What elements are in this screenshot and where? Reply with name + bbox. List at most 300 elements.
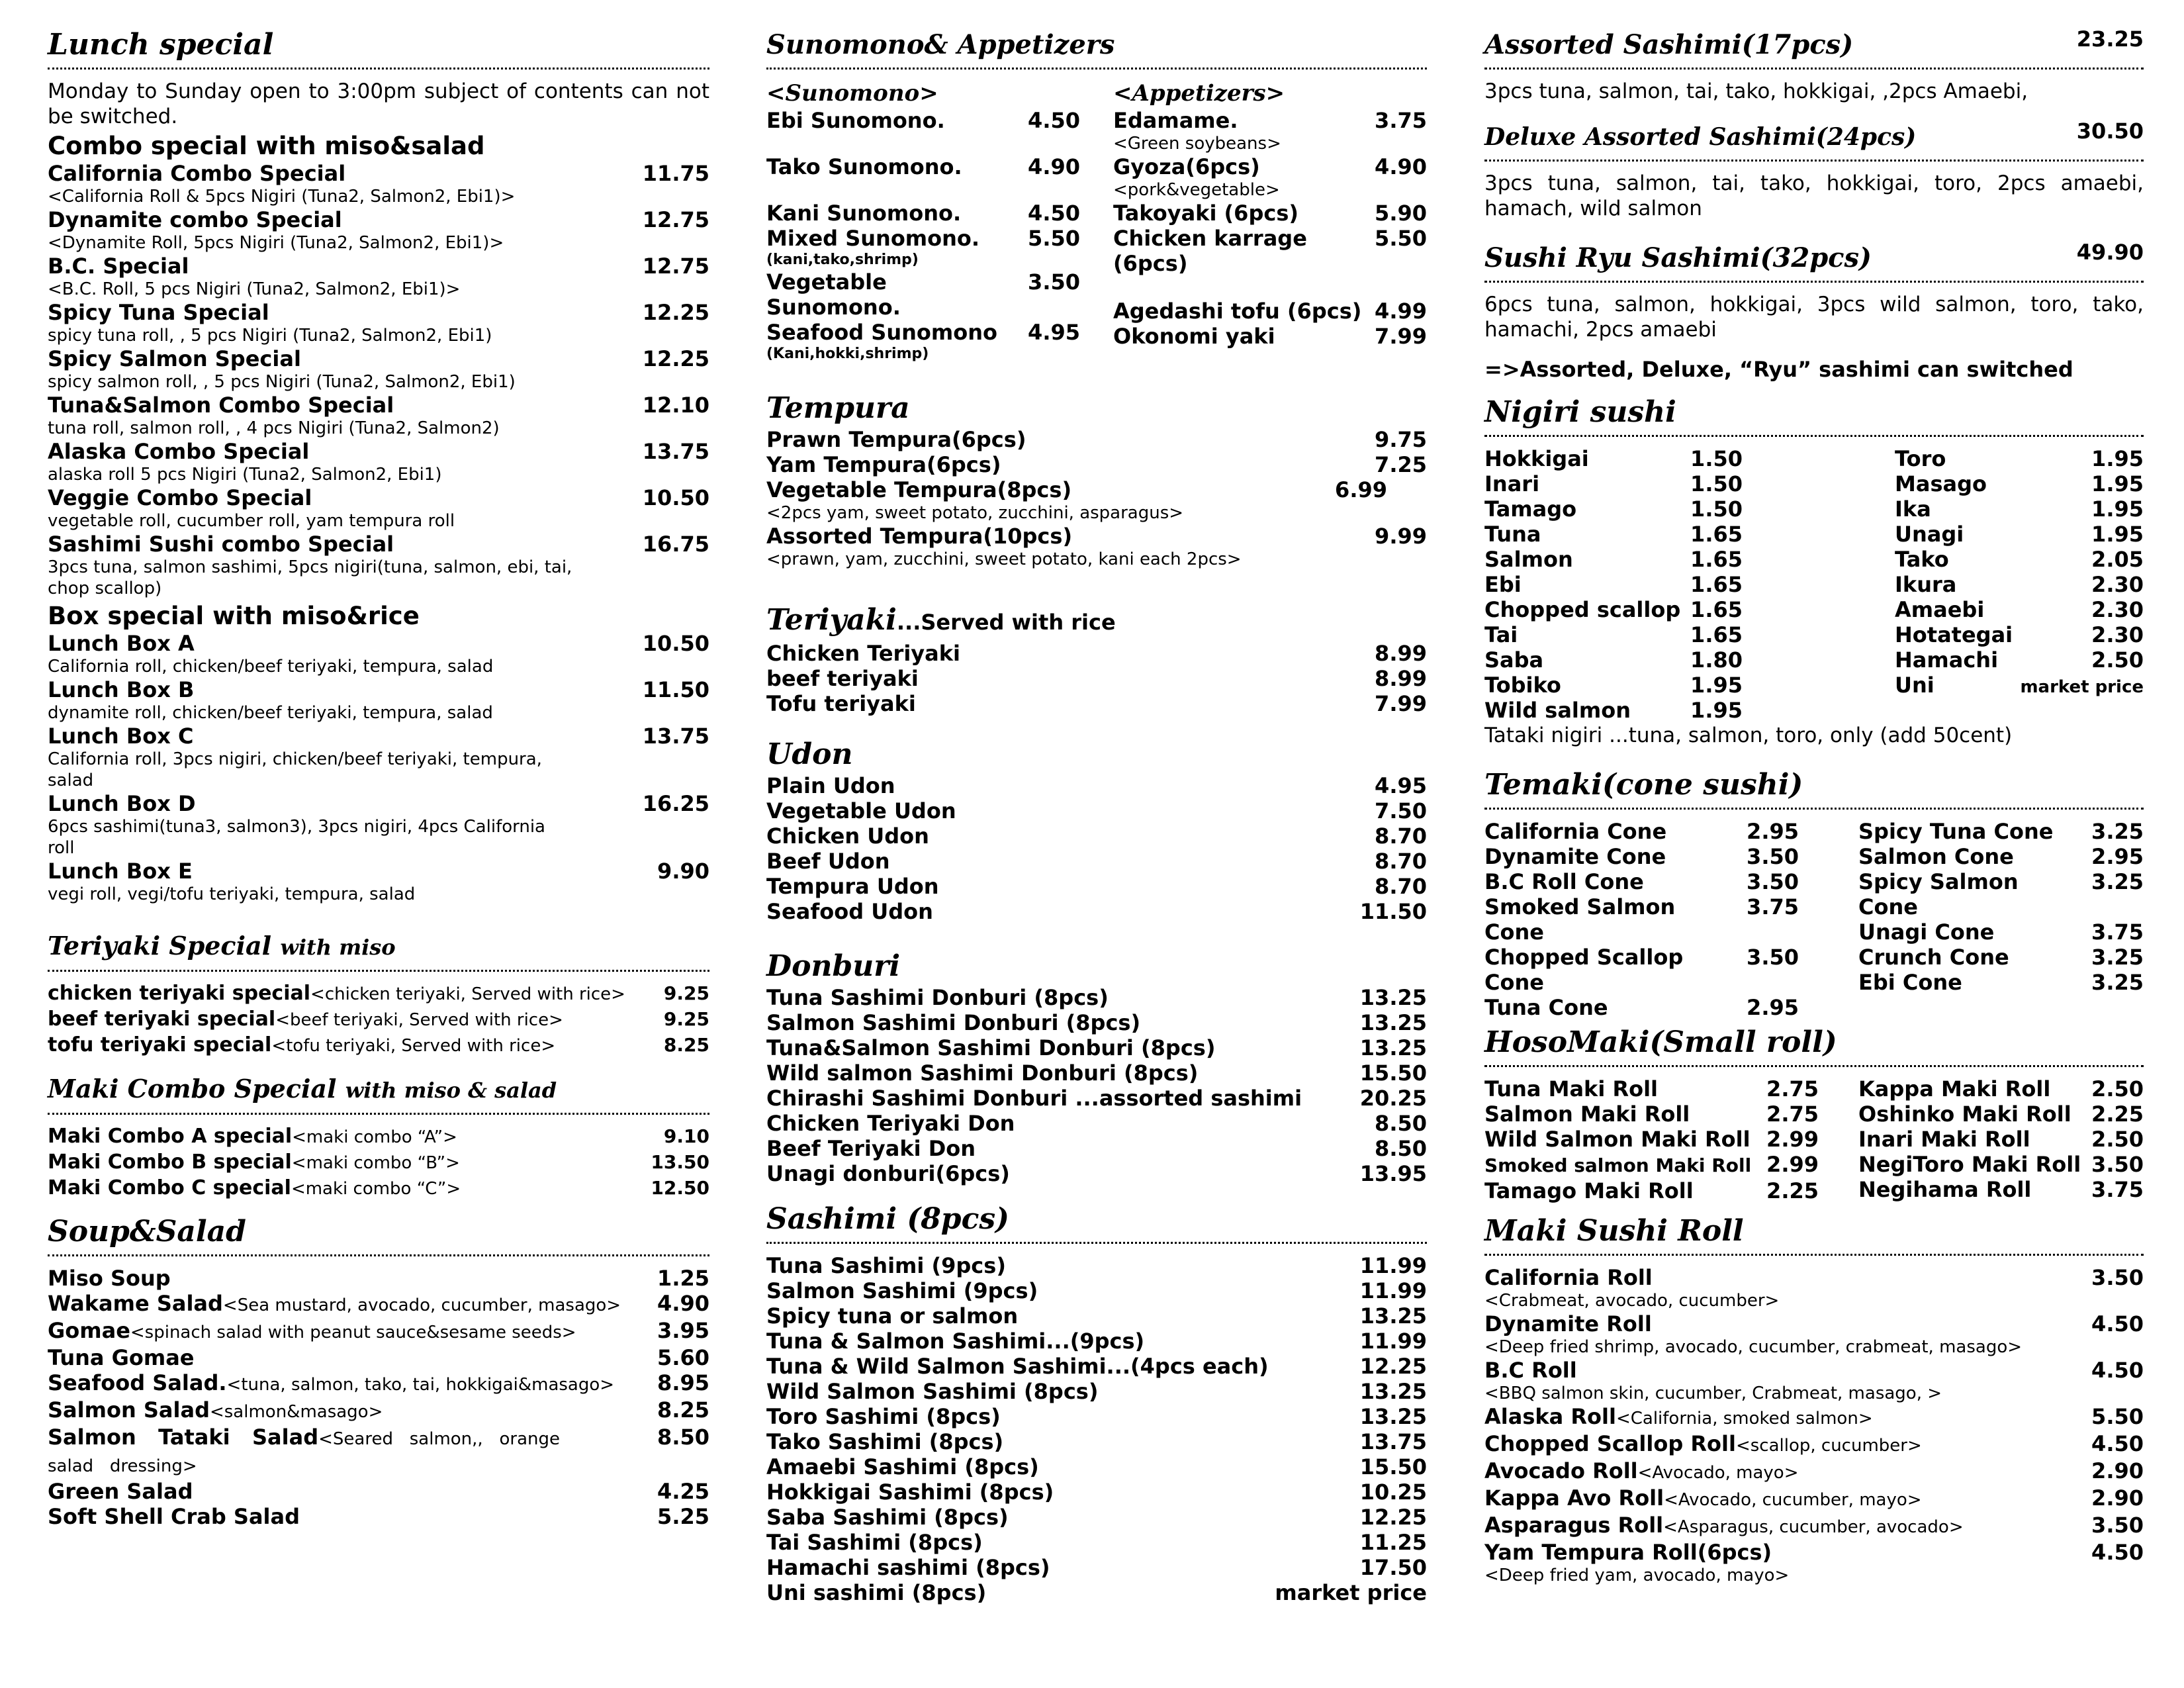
item-price: 12.25 xyxy=(1359,1505,1427,1530)
item-name: Dynamite Roll xyxy=(1484,1311,1652,1336)
menu-item xyxy=(766,1530,1427,1555)
menu-item xyxy=(766,691,1427,716)
item-price: 1.95 xyxy=(2091,471,2144,496)
item-name: Vegetable Tempura(8pcs) xyxy=(766,477,1072,502)
item-name: Maki Combo C special xyxy=(48,1176,291,1199)
item-name: Saba xyxy=(1484,647,1544,673)
menu-item xyxy=(1484,572,1743,597)
menu-item xyxy=(1895,522,2144,547)
item-name: Okonomi yaki xyxy=(1113,324,1275,349)
item-name: Mixed Sunomono. xyxy=(766,226,980,251)
item-price: 4.50 xyxy=(2091,1311,2144,1336)
menu-item xyxy=(1858,1177,2144,1202)
item-price: 12.75 xyxy=(642,254,709,279)
item-price: 13.25 xyxy=(1359,1404,1427,1429)
item-name: Salmon Sashimi (9pcs) xyxy=(766,1278,1038,1303)
item-price: 3.25 xyxy=(2091,869,2144,894)
item-desc: vegi roll, vegi/tofu teriyaki, tempura, salad xyxy=(48,884,416,904)
item-price: 13.25 xyxy=(1359,1303,1427,1329)
item-name: Chicken Teriyaki xyxy=(766,641,960,666)
item-name: Tuna & Salmon Sashimi...(9pcs) xyxy=(766,1329,1145,1354)
title-suffix: with miso xyxy=(280,935,396,960)
item-name: Yam Tempura(6pcs) xyxy=(766,452,1001,477)
item-name: Chopped Scallop Cone xyxy=(1484,945,1684,995)
item-name: Chopped Scallop Roll xyxy=(1484,1431,1736,1456)
item-desc: tuna roll, salmon roll, , 4 pcs Nigiri (Tuna2, Salmon2) xyxy=(48,418,500,438)
item-price: 4.25 xyxy=(657,1479,709,1504)
item-name: Hokkigai Sashimi (8pcs) xyxy=(766,1479,1054,1505)
item-name: Tai xyxy=(1484,622,1518,647)
section-title-teriyaki-special xyxy=(48,927,709,966)
item-note: <Seared salmon,, orange salad dressing> xyxy=(48,1429,576,1476)
item-name: Tuna xyxy=(1484,522,1541,547)
item-price: 4.95 xyxy=(1028,320,1080,345)
item-price: 4.90 xyxy=(657,1291,709,1316)
item-price: 1.95 xyxy=(1690,698,1743,723)
title-text: Maki Combo Special xyxy=(48,1074,337,1103)
menu-item xyxy=(766,823,1427,849)
menu-item xyxy=(1113,201,1427,226)
item-name: Tako Sunomono. xyxy=(766,154,962,179)
section-title-nigiri: Nigiri sushi xyxy=(1484,395,1676,429)
item-name: Salmon Tataki Salad xyxy=(48,1425,319,1450)
menu-item xyxy=(766,452,1427,477)
menu-item xyxy=(1484,1358,2144,1383)
title-text: Sashimi xyxy=(766,1202,897,1236)
menu-item xyxy=(766,1354,1427,1379)
item-note: <Deep fried yam, avocado, mayo> xyxy=(1484,1566,1790,1585)
menu-item xyxy=(48,393,709,418)
dotted-divider xyxy=(48,970,709,972)
item-price: 4.99 xyxy=(1375,299,1427,324)
item-name: Masago xyxy=(1895,471,1987,496)
item-name: Tamago Maki Roll xyxy=(1484,1178,1694,1203)
menu-item xyxy=(1113,299,1427,324)
menu-item xyxy=(766,269,1080,320)
item-price: 1.65 xyxy=(1690,622,1743,647)
item-price: 1.65 xyxy=(1690,547,1743,572)
item-note: <tofu teriyaki, Served with rice> xyxy=(271,1036,556,1056)
menu-item xyxy=(48,439,709,464)
dotted-divider xyxy=(1484,281,2144,283)
item-desc: spicy salmon roll, , 5 pcs Nigiri (Tuna2, Salmon2, Ebi1) xyxy=(48,372,516,392)
item-price: market price xyxy=(1275,1580,1427,1605)
item-name: Unagi donburi(6pcs) xyxy=(766,1161,1010,1186)
item-price: 4.50 xyxy=(2091,1540,2144,1565)
item-price: 13.75 xyxy=(1359,1429,1427,1454)
item-name: Smoked Salmon Cone xyxy=(1484,894,1676,945)
item-price: 49.90 xyxy=(2076,240,2144,265)
menu-item xyxy=(48,1345,709,1370)
item-name: Oshinko Maki Roll xyxy=(1858,1102,2071,1127)
menu-item xyxy=(766,226,1080,251)
menu-item xyxy=(1858,1076,2144,1102)
menu-item xyxy=(48,1504,709,1529)
item-name: California Cone xyxy=(1484,819,1667,844)
item-price: 1.95 xyxy=(2091,522,2144,547)
item-name: Edamame. xyxy=(1113,108,1238,133)
section-title-maki-roll: Maki Sushi Roll xyxy=(1484,1214,1744,1248)
menu-item xyxy=(766,1035,1427,1060)
menu-item xyxy=(48,1318,709,1345)
dotted-divider xyxy=(1484,68,2144,70)
item-price: 4.95 xyxy=(1375,773,1427,798)
item-name: Asparagus Roll xyxy=(1484,1513,1664,1538)
item-name: Beef Udon xyxy=(766,849,890,874)
item-price: 1.65 xyxy=(1690,572,1743,597)
dotted-divider xyxy=(1484,1065,2144,1067)
menu-item xyxy=(766,427,1427,452)
item-name: Agedashi tofu (6pcs) xyxy=(1113,299,1362,324)
menu-item xyxy=(1895,673,2144,700)
item-name: Yam Tempura Roll(6pcs) xyxy=(1484,1540,1772,1565)
item-price: 8.70 xyxy=(1375,823,1427,849)
hosomaki-grid xyxy=(1484,1076,2144,1203)
item-price: 11.99 xyxy=(1359,1253,1427,1278)
item-name: Hotategai xyxy=(1895,622,2013,647)
item-price: 3.25 xyxy=(2091,819,2144,844)
sunomono-header: <Sunomono> xyxy=(766,80,938,107)
title-text: Teriyaki xyxy=(766,603,897,637)
section-title-sashimi xyxy=(766,1201,1427,1238)
menu-item xyxy=(1858,819,2144,844)
menu-item xyxy=(1484,1485,2144,1513)
dotted-divider xyxy=(48,1254,709,1256)
item-price: 1.50 xyxy=(1690,446,1743,471)
menu-item xyxy=(1858,1102,2144,1127)
menu-item xyxy=(48,1370,709,1397)
menu-item xyxy=(1484,995,1799,1020)
item-name: Amaebi Sashimi (8pcs) xyxy=(766,1454,1039,1479)
item-price: 10.50 xyxy=(642,485,709,510)
menu-item xyxy=(1484,869,1799,894)
item-name: Hamachi sashimi (8pcs) xyxy=(766,1555,1050,1580)
menu-item xyxy=(1113,108,1427,133)
menu-item xyxy=(1484,819,1799,844)
item-name: Tuna Sashimi Donburi (8pcs) xyxy=(766,985,1109,1010)
item-name: Hokkigai xyxy=(1484,446,1589,471)
item-desc: spicy tuna roll, , 5 pcs Nigiri (Tuna2, Salmon2, Ebi1) xyxy=(48,326,492,346)
menu-item xyxy=(48,300,709,325)
item-price: 9.75 xyxy=(1375,427,1427,452)
item-price: 2.50 xyxy=(2091,1127,2144,1152)
section-title-deluxe-sashimi: Deluxe Assorted Sashimi(24pcs) xyxy=(1484,123,1917,151)
item-name: Salmon Maki Roll xyxy=(1484,1102,1690,1127)
item-price: 8.99 xyxy=(1375,641,1427,666)
item-price: 7.25 xyxy=(1375,452,1427,477)
item-name: Tuna Gomae xyxy=(48,1345,195,1370)
item-price: 16.25 xyxy=(642,791,709,816)
temaki-list-right xyxy=(1858,819,2144,1020)
menu-item xyxy=(766,1555,1427,1580)
section-title-soup-salad: Soup&Salad xyxy=(48,1215,246,1248)
menu-item xyxy=(766,1253,1427,1278)
menu-item xyxy=(48,1124,709,1150)
item-price: 8.50 xyxy=(657,1425,709,1450)
item-price: 2.99 xyxy=(1766,1127,1819,1152)
item-price: 3.50 xyxy=(1747,844,1799,869)
item-name: Lunch Box B xyxy=(48,677,195,702)
item-price: 5.90 xyxy=(1375,201,1427,226)
item-note: <Asparagus, cucumber, avocado> xyxy=(1663,1517,1964,1537)
item-price: 12.10 xyxy=(642,393,709,418)
item-price: 13.75 xyxy=(642,724,709,749)
item-name: Sashimi Sushi combo Special xyxy=(48,532,394,557)
item-name: Alaska Roll xyxy=(1484,1404,1616,1429)
menu-column-2 xyxy=(766,26,1427,1605)
menu-item xyxy=(1484,1102,1819,1127)
item-name: Spicy tuna or salmon xyxy=(766,1303,1019,1329)
item-price: 13.25 xyxy=(1359,985,1427,1010)
item-name: Tuna&Salmon Sashimi Donburi (8pcs) xyxy=(766,1035,1216,1060)
item-price: 2.50 xyxy=(2091,1076,2144,1102)
menu-item xyxy=(766,1429,1427,1454)
menu-item xyxy=(1484,1458,2144,1485)
item-name: Chicken Teriyaki Don xyxy=(766,1111,1015,1136)
item-note: <pork&vegetable> xyxy=(1113,180,1280,200)
menu-item xyxy=(766,477,1427,502)
menu-item xyxy=(48,1266,709,1291)
menu-item xyxy=(766,1505,1427,1530)
temaki-list-left xyxy=(1484,819,1799,1020)
menu-item xyxy=(1484,1431,2144,1458)
item-price: 11.50 xyxy=(642,677,709,702)
dotted-divider xyxy=(766,68,1427,70)
item-name: Wild Salmon Maki Roll xyxy=(1484,1127,1751,1152)
item-price: 9.25 xyxy=(663,982,709,1004)
appetizers-list xyxy=(1113,79,1427,363)
item-price: 8.50 xyxy=(1375,1136,1427,1161)
lunch-hours-note: Monday to Sunday open to 3:00pm subject of contents can not be switched. xyxy=(48,79,709,128)
item-desc: 6pcs sashimi(tuna3, salmon3), 3pcs nigiri, 4pcs California roll xyxy=(48,817,545,858)
item-price: 8.95 xyxy=(657,1370,709,1395)
item-price: 3.50 xyxy=(1028,269,1080,295)
item-name: Beef Teriyaki Don xyxy=(766,1136,976,1161)
item-desc: <Dynamite Roll, 5pcs Nigiri (Tuna2, Salmon2, Ebi1)> xyxy=(48,233,504,253)
item-note: <prawn, yam, zucchini, sweet potato, kani each 2pcs> xyxy=(766,549,1242,569)
item-name: B.C Roll Cone xyxy=(1484,869,1644,894)
item-name: Salmon Cone xyxy=(1858,844,2014,869)
item-note: <Deep fried shrimp, avocado, cucumber, crabmeat, masago> xyxy=(1484,1337,2023,1357)
item-price: market price xyxy=(2020,677,2144,697)
menu-item xyxy=(1484,1127,1819,1152)
item-name: Tako xyxy=(1895,547,1949,572)
item-desc: alaska roll 5 pcs Nigiri (Tuna2, Salmon2, Ebi1) xyxy=(48,465,442,485)
item-name: Salmon Sashimi Donburi (8pcs) xyxy=(766,1010,1141,1035)
item-price: 15.50 xyxy=(1359,1454,1427,1479)
item-price: 9.25 xyxy=(663,1008,709,1030)
item-name: Dynamite Cone xyxy=(1484,844,1666,869)
teriyaki-list xyxy=(766,641,1427,716)
item-note: <Crabmeat, avocado, cucumber> xyxy=(1484,1291,1780,1311)
item-desc: 3pcs tuna, salmon, tai, tako, hokkigai, ,2pcs Amaebi, xyxy=(1484,79,2028,103)
item-name: California Combo Special xyxy=(48,161,346,186)
item-note: <spinach salad with peanut sauce&sesame seeds> xyxy=(130,1323,576,1342)
item-price: 12.50 xyxy=(651,1177,709,1199)
menu-item xyxy=(766,1454,1427,1479)
menu-item xyxy=(766,201,1080,226)
title-suffix: (8pcs) xyxy=(907,1202,1009,1236)
menu-item xyxy=(48,346,709,371)
assorted-sashimi-header xyxy=(1484,26,2144,64)
item-price: 5.50 xyxy=(1028,226,1080,251)
menu-item xyxy=(48,1425,709,1479)
section-title-maki-combo xyxy=(48,1070,709,1109)
item-note: <tuna, salmon, tako, tai, hokkigai&masago> xyxy=(226,1375,615,1395)
menu-item xyxy=(48,1033,709,1058)
item-name: Chirashi Sashimi Donburi ...assorted sashimi xyxy=(766,1086,1302,1111)
item-price: 8.50 xyxy=(1375,1111,1427,1136)
item-name: Inari xyxy=(1484,471,1540,496)
item-price: 2.30 xyxy=(2091,622,2144,647)
item-price: 9.10 xyxy=(663,1125,709,1147)
item-name: Prawn Tempura(6pcs) xyxy=(766,427,1026,452)
menu-item xyxy=(766,154,1080,179)
item-price: 4.90 xyxy=(1375,154,1427,179)
item-name: Uni xyxy=(1895,673,1934,698)
item-desc: dynamite roll, chicken/beef teriyaki, tempura, salad xyxy=(48,703,493,723)
item-desc: California roll, chicken/beef teriyaki, tempura, salad xyxy=(48,657,494,677)
item-name: Salmon Salad xyxy=(48,1397,210,1423)
item-price: 1.50 xyxy=(1690,496,1743,522)
item-name: Tuna Cone xyxy=(1484,995,1608,1020)
hosomaki-list-right xyxy=(1858,1076,2144,1203)
item-price: 11.75 xyxy=(642,161,709,186)
menu-item xyxy=(766,899,1427,924)
item-price: 2.90 xyxy=(2091,1458,2144,1483)
item-price: 2.95 xyxy=(1747,995,1799,1020)
sashimi-list xyxy=(766,1253,1427,1605)
item-price: 4.50 xyxy=(2091,1358,2144,1383)
item-name: B.C Roll xyxy=(1484,1358,1577,1383)
item-name: Uni sashimi (8pcs) xyxy=(766,1580,987,1605)
section-title-ryu-sashimi: Sushi Ryu Sashimi(32pcs) xyxy=(1484,242,1872,273)
item-note: <salmon&masago> xyxy=(209,1402,383,1422)
item-name: Tuna & Wild Salmon Sashimi...(4pcs each) xyxy=(766,1354,1269,1379)
dotted-divider xyxy=(766,1242,1427,1244)
item-price: 13.75 xyxy=(642,439,709,464)
item-name: chicken teriyaki special xyxy=(48,982,311,1005)
menu-item xyxy=(766,108,1080,133)
item-price: 1.65 xyxy=(1690,597,1743,622)
item-price: 15.50 xyxy=(1359,1060,1427,1086)
menu-item xyxy=(766,874,1427,899)
item-note: <chicken teriyaki, Served with rice> xyxy=(310,984,625,1004)
donburi-list xyxy=(766,985,1427,1186)
item-price: 12.25 xyxy=(642,346,709,371)
menu-item xyxy=(1484,522,1743,547)
sunomono-appetizers-grid xyxy=(766,79,1427,363)
menu-item xyxy=(1858,919,2144,945)
item-name: Chicken Udon xyxy=(766,823,929,849)
item-name: Avocado Roll xyxy=(1484,1458,1638,1483)
hosomaki-list-left xyxy=(1484,1076,1819,1203)
menu-item xyxy=(1895,446,2144,471)
menu-item xyxy=(1113,226,1427,276)
menu-item xyxy=(48,207,709,232)
item-price: 3.50 xyxy=(2091,1152,2144,1177)
section-title-donburi: Donburi xyxy=(766,949,901,983)
item-name: Toro Sashimi (8pcs) xyxy=(766,1404,1001,1429)
item-price: 3.75 xyxy=(1747,894,1799,919)
item-price: 12.25 xyxy=(642,300,709,325)
menu-item xyxy=(766,1060,1427,1086)
item-desc: <B.C. Roll, 5 pcs Nigiri (Tuna2, Salmon2, Ebi1)> xyxy=(48,279,461,299)
item-name: Seafood Udon xyxy=(766,899,933,924)
item-price: 7.99 xyxy=(1375,324,1427,349)
maki-combo-list xyxy=(48,1124,709,1201)
section-title-sunomono-appetizers: Sunomono& Appetizers xyxy=(766,29,1115,60)
nigiri-grid xyxy=(1484,446,2144,723)
menu-item xyxy=(1113,154,1427,179)
combo-list xyxy=(48,161,709,599)
item-name: Miso Soup xyxy=(48,1266,171,1291)
menu-column-3 xyxy=(1484,26,2144,1586)
item-price: 1.95 xyxy=(2091,496,2144,522)
menu-item xyxy=(1484,844,1799,869)
item-price: 3.95 xyxy=(657,1318,709,1343)
menu-item xyxy=(1484,1513,2144,1540)
menu-item xyxy=(48,485,709,510)
item-name: Kappa Maki Roll xyxy=(1858,1076,2051,1102)
menu-item xyxy=(1484,1311,2144,1336)
menu-item xyxy=(766,1136,1427,1161)
sunomono-list xyxy=(766,79,1113,363)
item-price: 1.65 xyxy=(1690,522,1743,547)
item-name: Wild salmon Sashimi Donburi (8pcs) xyxy=(766,1060,1199,1086)
item-name: Maki Combo B special xyxy=(48,1150,292,1174)
soup-salad-list xyxy=(48,1266,709,1529)
item-price: 8.25 xyxy=(663,1034,709,1056)
item-price: 2.99 xyxy=(1766,1152,1819,1177)
menu-item xyxy=(1484,1265,2144,1290)
menu-item xyxy=(48,1150,709,1176)
item-name: Seafood Salad. xyxy=(48,1370,227,1395)
menu-item xyxy=(766,773,1427,798)
item-name: Saba Sashimi (8pcs) xyxy=(766,1505,1009,1530)
item-price: 13.25 xyxy=(1359,1379,1427,1404)
item-name: Wild salmon xyxy=(1484,698,1631,723)
item-name: Lunch Box A xyxy=(48,631,195,656)
item-name: Lunch Box C xyxy=(48,724,194,749)
menu-item xyxy=(766,524,1427,549)
item-name: Tofu teriyaki xyxy=(766,691,916,716)
item-name: Maki Combo A special xyxy=(48,1125,293,1148)
item-price: 5.50 xyxy=(1375,226,1427,251)
item-note: <Sea mustard, avocado, cucumber, masago> xyxy=(222,1295,621,1315)
menu-item xyxy=(1895,622,2144,647)
menu-item xyxy=(766,1086,1427,1111)
item-name: Crunch Cone xyxy=(1858,945,2009,970)
item-name: Veggie Combo Special xyxy=(48,485,312,510)
menu-item xyxy=(1895,647,2144,673)
item-price: 3.75 xyxy=(2091,1177,2144,1202)
menu-item xyxy=(48,724,709,749)
item-price: 16.75 xyxy=(642,532,709,557)
item-name: B.C. Special xyxy=(48,254,189,279)
menu-item xyxy=(766,1329,1427,1354)
menu-item xyxy=(1113,324,1427,349)
udon-list xyxy=(766,773,1427,924)
item-note: <Avocado, mayo> xyxy=(1637,1463,1799,1483)
item-price: 13.95 xyxy=(1359,1161,1427,1186)
item-desc: vegetable roll, cucumber roll, yam tempura roll xyxy=(48,511,455,531)
dotted-divider xyxy=(1484,435,2144,437)
item-name: Negihama Roll xyxy=(1858,1177,2032,1202)
dotted-divider xyxy=(48,1113,709,1115)
item-name: Alaska Combo Special xyxy=(48,439,310,464)
item-price: 9.90 xyxy=(657,859,709,884)
